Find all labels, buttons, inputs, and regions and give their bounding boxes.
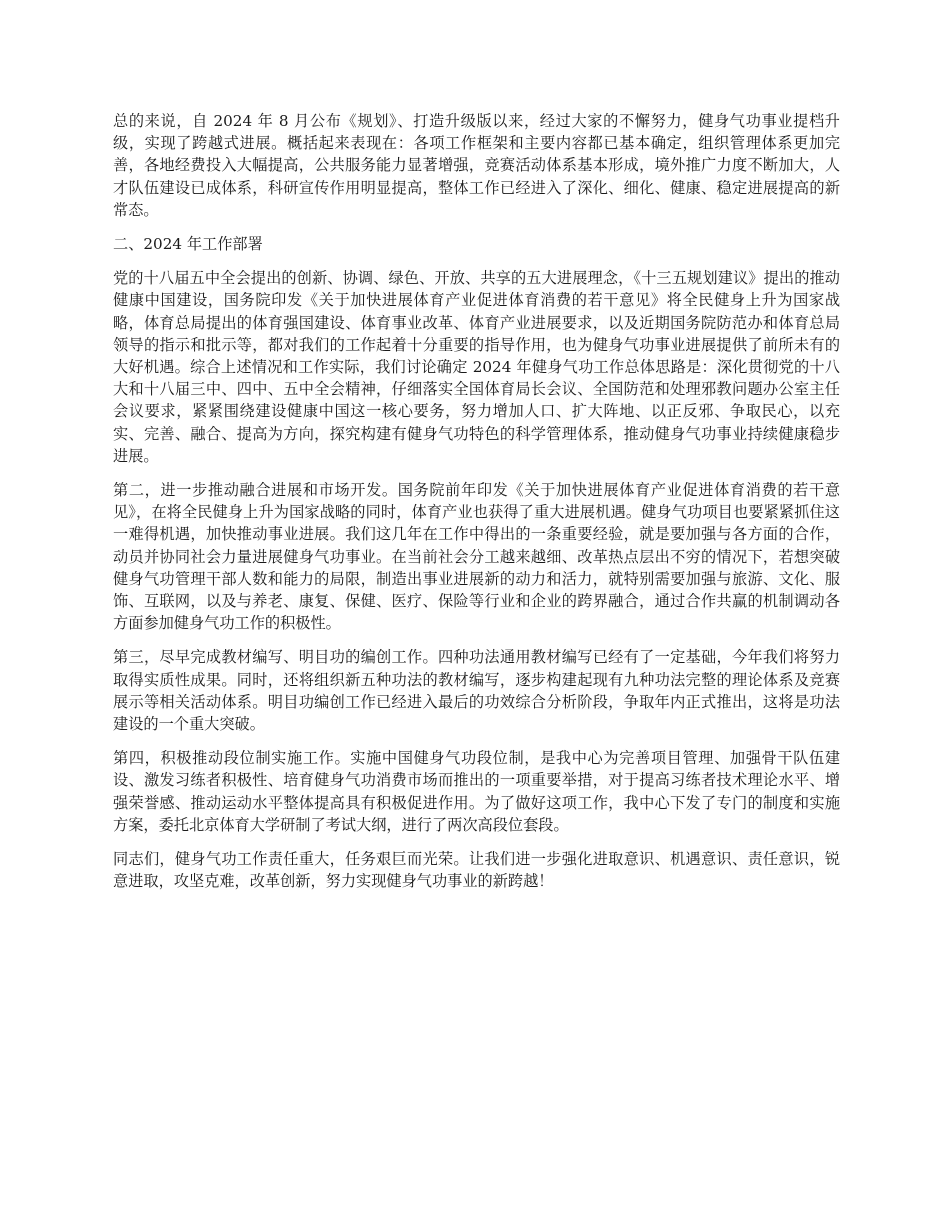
section-heading: 二、2024 年工作部署 <box>113 235 263 254</box>
summary-paragraph: 总的来说，自 2024 年 8 月公布《规划》、打造升级版以来，经过大家的不懈努力，健身气功事业提档升级，实现了跨越式进展。概括起来表现在：各项工作框架和主要内容都已基本确定，组织管理体系更加完善，各地经费投入大幅提高，公共服务能力显著增强，竞赛活动体系基本形成，境外推广力度不断加大，人才队伍建设已成体系，科研宣传作用明显提高，整体工作已经进入了深化、细化、健康、稳定进展提高的新常态。 <box>113 112 840 219</box>
point-two-paragraph: 第二，进一步推动融合进展和市场开发。国务院前年印发《关于加快进展体育产业促进体育消费的若干意见》，在将全民健身上升为国家战略的同时，体育产业也获得了重大进展机遇。健身气功项目也要紧紧抓住这一难得机遇，加快推动事业进展。我们这几年在工作中得出的一条重要经验，就是要加强与各方面的合作，动员并协同社会力量进展健身气功事业。在当前社会分工越来越细、改革热点层出不穷的情况下，若想突破健身气功管理干部人数和能力的局限，制造出事业进展新的动力和活力，就特别需要加强与旅游、文化、服饰、互联网，以及与养老、康复、保健、医疗、保险等行业和企业的跨界融合，通过合作共赢的机制调动各方面参加健身气功工作的积极性。 <box>113 481 840 633</box>
document-body <box>113 110 840 905</box>
closing-paragraph: 同志们，健身气功工作责任重大，任务艰巨而光荣。让我们进一步强化进取意识、机遇意识、责任意识，锐意进取，攻坚克难，改革创新，努力实现健身气功事业的新跨越！ <box>113 850 840 891</box>
point-four-paragraph: 第四，积极推动段位制实施工作。实施中国健身气功段位制，是我中心为完善项目管理、加强骨干队伍建设、激发习练者积极性、培育健身气功消费市场而推出的一项重要举措，对于提高习练者技术理论水平、增强荣誉感、推动运动水平整体提高具有积极促进作用。为了做好这项工作，我中心下发了专门的制度和实施方案，委托北京体育大学研制了考试大纲，进行了两次高段位套段。 <box>113 749 840 834</box>
point-three-paragraph: 第三，尽早完成教材编写、明目功的编创工作。四种功法通用教材编写已经有了一定基础，今年我们将努力取得实质性成果。同时，还将组织新五种功法的教材编写，逐步构建起现有九种功法完整的理论体系及竞赛展示等相关活动体系。明目功编创工作已经进入最后的功效综合分析阶段，争取年内正式推出，这将是功法建设的一个重大突破。 <box>113 648 840 734</box>
overview-paragraph: 党的十八届五中全会提出的创新、协调、绿色、开放、共享的五大进展理念，《十三五规划建议》提出的推动健康中国建设，国务院印发《关于加快进展体育产业促进体育消费的若干意见》将全民健身上升为国家战略，体育总局提出的体育强国建设、体育事业改革、体育产业进展要求，以及近期国务院防范办和体育总局领导的指示和批示等，都对我们的工作起着十分重要的指导作用，也为健身气功事业进展提供了前所未有的大好机遇。综合上述情况和工作实际，我们讨论确定 2024 年健身气功工作总体思路是：深化贯彻党的十八大和十八届三中、四中、五中全会精神，仔细落实全国体育局长会议、全国防范和处理邪教问题办公室主任会议要求，紧紧围绕建设健康中国这一核心要务，努力增加人口、扩大阵地、以正反邪、争取民心，以充实、完善、融合、提高为方向，探究构建有健身气功特色的科学管理体系，推动健身气功事业持续健康稳步进展。 <box>113 269 840 465</box>
